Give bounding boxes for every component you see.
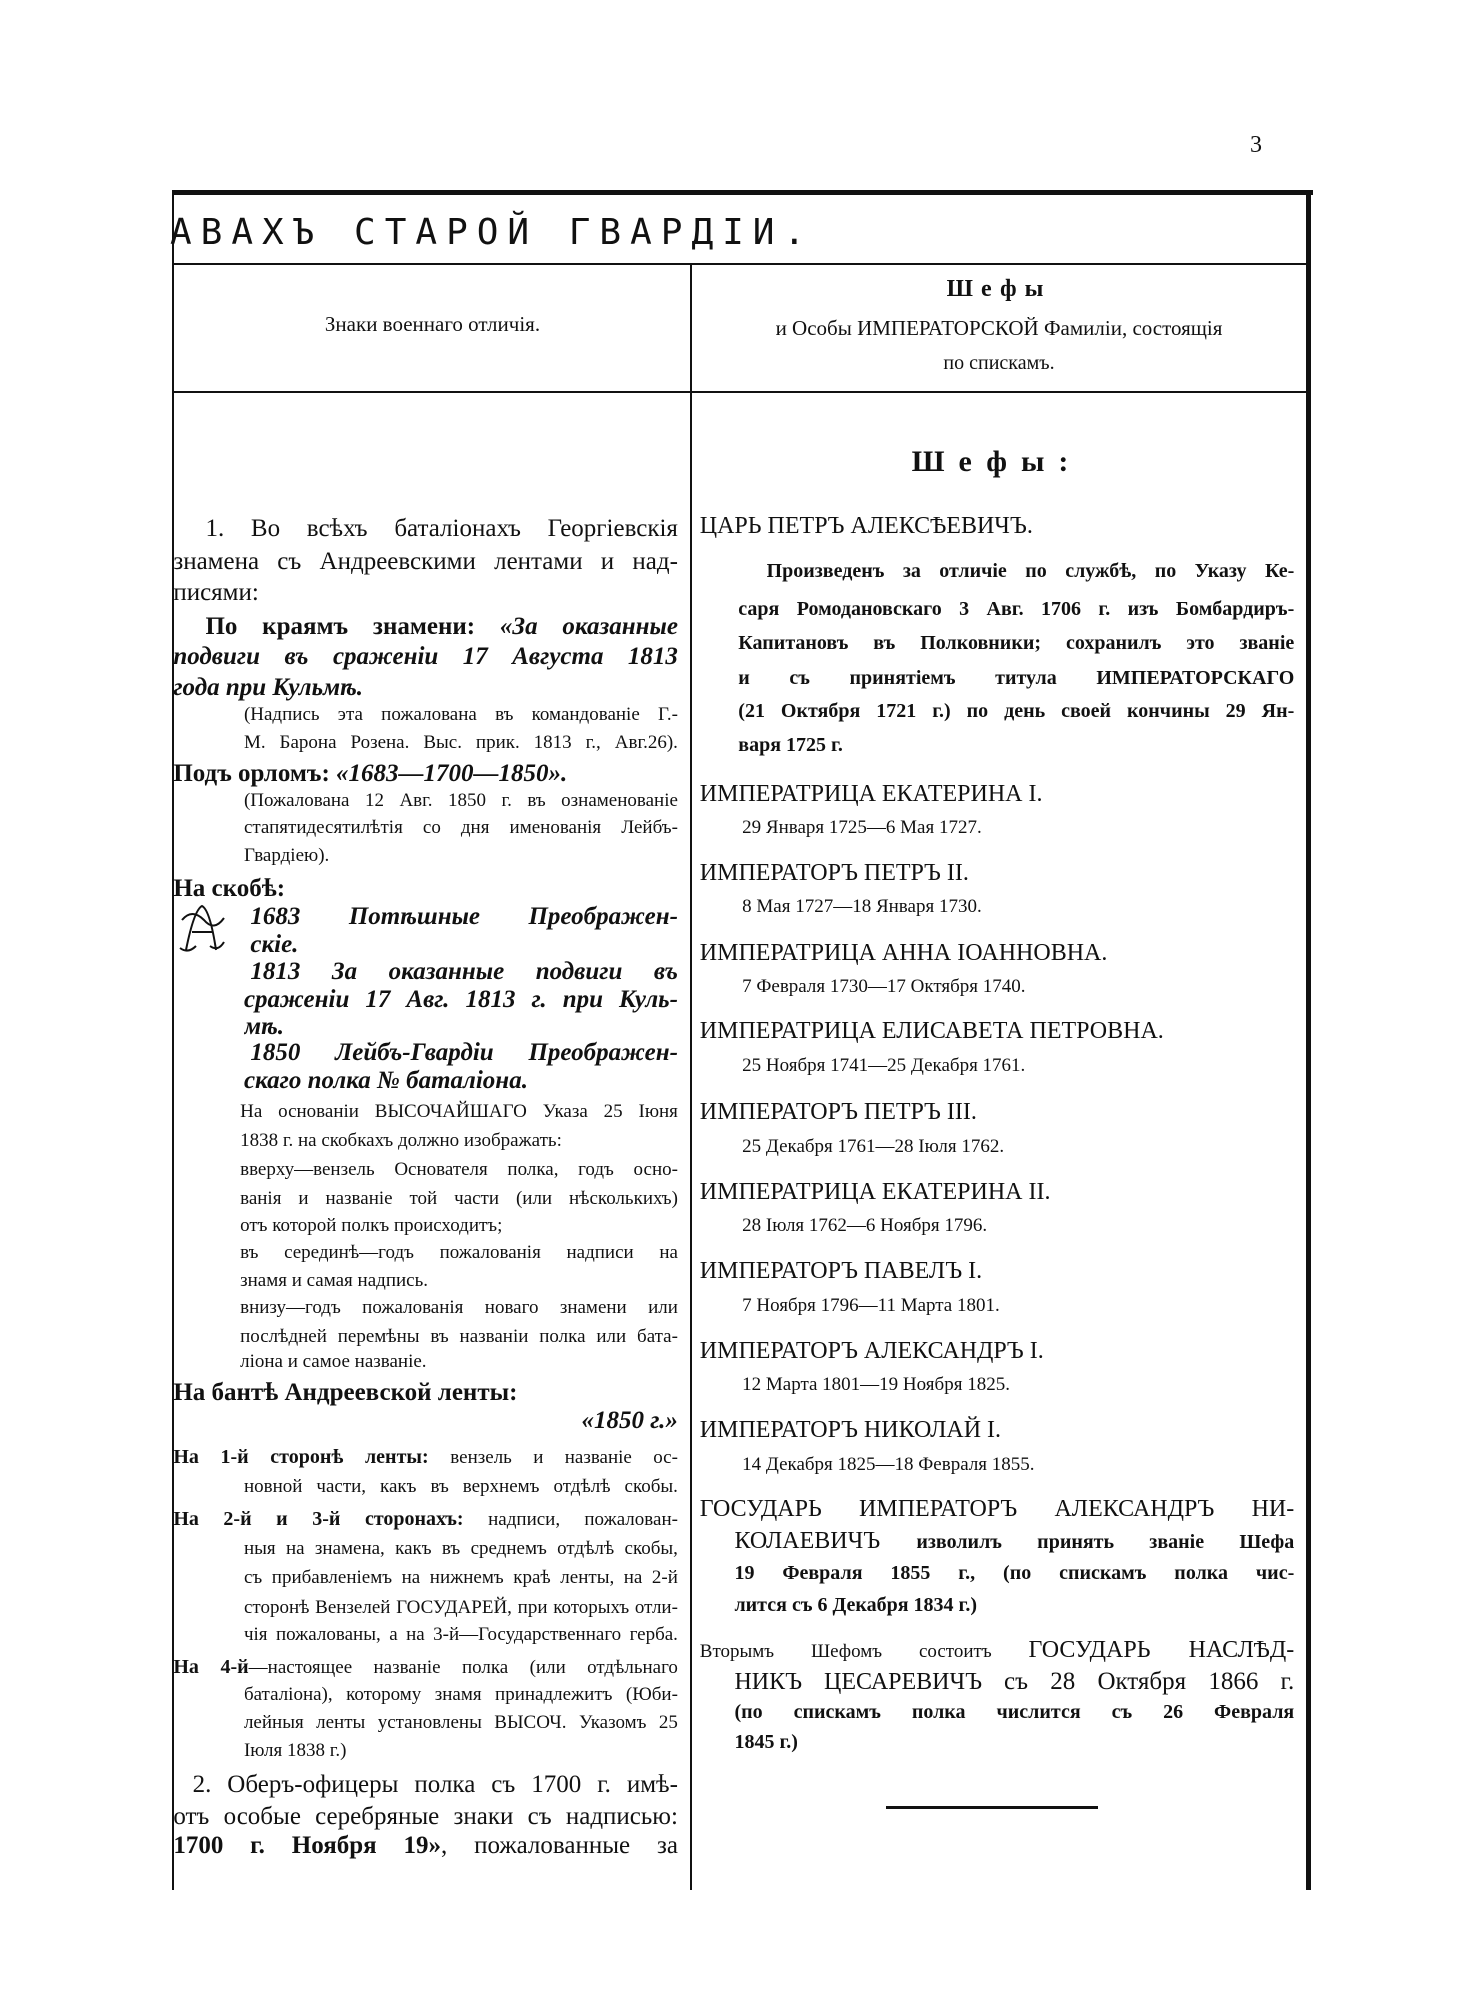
right-column-line — [700, 1095, 1294, 1129]
text-segment: знамя и самая надпись. — [240, 1270, 428, 1292]
right-column-line — [700, 1492, 1294, 1526]
text-segment: На 4-й — [173, 1655, 249, 1678]
text-segment: ныя на знамена, какъ въ среднемъ отдѣлѣ скобы, — [243, 1537, 678, 1559]
text-segment: На 1-й сторонѣ ленты: — [173, 1446, 451, 1469]
right-column-line — [700, 1633, 1294, 1667]
left-column-line — [244, 1618, 678, 1652]
right-column-line — [700, 856, 1294, 890]
text-segment: съ прибавленіемъ на нижнемъ краѣ ленты, на 2-й — [243, 1567, 678, 1589]
left-column-line — [173, 576, 678, 610]
text-segment: Іюля 1838 г.) — [243, 1740, 347, 1762]
right-column-line — [742, 1368, 1294, 1402]
text-segment: ИМПЕРАТОРЪ НИКОЛАЙ I. — [699, 1417, 1002, 1444]
right-column-line — [734, 1588, 1294, 1622]
right-column-line — [738, 694, 1294, 728]
top-thick-rule — [173, 190, 1313, 195]
text-segment: Капитановъ въ Полковники; сохранилъ это званіе — [738, 632, 1295, 655]
text-segment: отъ которой полкъ происходитъ; — [240, 1215, 503, 1237]
text-segment: НИКЪ ЦЕСАРЕВИЧЪ — [734, 1669, 1004, 1696]
text-segment: и съ принятіемъ титула ИМПЕРАТОРСКАГО — [738, 666, 1295, 689]
text-segment: надписи, пожалован- — [488, 1508, 678, 1530]
page-title: АВАХЪ СТАРОЙ ГВАРДІИ. — [170, 212, 815, 253]
text-segment: съ 28 Октября 1866 г. — [1004, 1668, 1295, 1696]
right-column-line — [742, 811, 1294, 845]
right-column-line — [700, 1254, 1294, 1288]
text-segment: лейныя ленты установлены ВЫСОЧ. Указомъ 25 — [243, 1712, 678, 1734]
text-segment: На 2-й и 3-й сторонахъ: — [173, 1507, 489, 1530]
text-segment: писями: — [173, 579, 259, 607]
text-segment: (по спискамъ полка числится съ 26 Февраля — [734, 1700, 1295, 1723]
text-segment: По краямъ знамени: — [205, 612, 500, 640]
right-column-line — [742, 1130, 1294, 1164]
text-segment: 1683 Потѣшные Преображен- — [250, 902, 678, 930]
column-divider — [690, 263, 692, 1890]
left-column-line — [205, 610, 678, 644]
right-column-line — [700, 1014, 1294, 1048]
right-column-line — [742, 970, 1294, 1004]
left-column-line — [173, 640, 678, 674]
text-segment: внизу—годъ пожалованія новаго знамени или — [240, 1297, 678, 1319]
left-border — [172, 190, 174, 1890]
header-right-line1: и Особы ИМПЕРАТОРСКОЙ Фамиліи, состоящія — [775, 316, 1223, 340]
text-segment: ГОСУДАРЬ ИМПЕРАТОРЪ АЛЕКСАНДРЪ НИ- — [699, 1495, 1295, 1522]
text-segment: изволилъ принять званіе Шефа — [916, 1530, 1295, 1553]
text-segment: Вторымъ Шефомъ состоитъ — [699, 1640, 1029, 1662]
text-segment: Шефы: — [911, 445, 1083, 479]
text-segment: 2. Оберъ-офицеры полка съ 1700 г. имѣ- — [192, 1770, 678, 1798]
text-segment: ИМПЕРАТРИЦА ЕКАТЕРИНА II. — [699, 1178, 1051, 1205]
text-segment: 8 Мая 1727—18 Января 1730. — [742, 895, 982, 917]
text-segment: 28 Іюля 1762—6 Ноября 1796. — [742, 1215, 988, 1237]
right-column-line — [738, 661, 1294, 695]
text-segment: скаго полка № баталіона. — [243, 1067, 528, 1095]
text-segment: ИМПЕРАТОРЪ АЛЕКСАНДРЪ I. — [699, 1337, 1044, 1364]
right-column-line — [738, 626, 1294, 660]
text-segment: 1838 г. на скобкахъ должно изображать: — [240, 1130, 562, 1152]
text-segment: вензель и названіе ос- — [450, 1447, 678, 1469]
text-segment: ванія и названіе той части (или нѣсколькихъ) — [240, 1188, 678, 1210]
right-column-line — [738, 592, 1294, 626]
text-segment: КОЛАЕВИЧЪ — [734, 1527, 917, 1554]
text-segment: новной части, какъ въ верхнемъ отдѣлѣ скобы. — [243, 1475, 678, 1497]
right-column-line — [742, 1289, 1294, 1323]
text-segment: ИМПЕРАТОРЪ ПЕТРЪ II. — [699, 860, 969, 887]
left-column-line — [244, 1470, 678, 1504]
right-border — [1306, 190, 1311, 1890]
text-segment: баталіона), которому знамя принадлежитъ (Юби- — [243, 1683, 678, 1705]
text-segment: послѣдней перемѣны въ названіи полка или бата- — [240, 1325, 678, 1347]
text-segment: Гвардіею). — [243, 845, 330, 867]
text-segment: скіе. — [250, 931, 299, 959]
text-segment: ЦАРЬ ПЕТРЪ АЛЕКСѢЕВИЧЪ. — [699, 513, 1033, 540]
right-column-line — [700, 509, 1294, 543]
monogram-icon — [176, 900, 228, 956]
text-segment: Произведенъ за отличіе по службѣ, по Указу Ке- — [766, 560, 1295, 583]
text-segment: вверху—вензель Основателя полка, годъ осно- — [240, 1158, 678, 1180]
left-column-line — [244, 1734, 678, 1768]
right-column-line — [700, 936, 1294, 970]
left-column-line — [205, 512, 678, 546]
left-column-line — [244, 726, 678, 760]
left-column-line — [240, 1345, 678, 1379]
text-segment: отъ особые серебряные знаки съ надписью: — [173, 1802, 678, 1830]
page-number: 3 — [1250, 132, 1262, 158]
left-column-line — [193, 1768, 678, 1802]
right-column-line — [700, 1334, 1294, 1368]
text-segment: сраженіи 17 Авг. 1813 г. при Куль- — [243, 986, 678, 1014]
right-column-line — [738, 728, 1294, 762]
text-segment: 1. Во всѣхъ баталіонахъ Георгіевскія — [205, 515, 678, 542]
text-segment: 1700 г. Ноября 19» — [173, 1832, 442, 1860]
text-segment: , пожалованные за — [441, 1832, 678, 1860]
text-segment: «За оказанные — [499, 612, 678, 640]
text-segment: 7 Февраля 1730—17 Октября 1740. — [742, 976, 1026, 998]
text-segment: Подъ орломъ: — [173, 760, 337, 788]
text-segment: мѣ. — [243, 1013, 285, 1041]
text-segment: 29 Января 1725—6 Мая 1727. — [742, 817, 982, 839]
text-segment: варя 1725 г. — [738, 733, 843, 756]
text-segment: 25 Декабря 1761—28 Іюля 1762. — [742, 1135, 1005, 1157]
text-segment: 19 Февраля 1855 г., (по спискамъ полка чис- — [734, 1561, 1295, 1584]
text-segment: (21 Октября 1721 г.) по день своей кончины 29 Ян- — [738, 700, 1295, 723]
text-segment: ИМПЕРАТРИЦА АННА ІОАННОВНА. — [699, 939, 1108, 966]
text-segment: 7 Ноября 1796—11 Марта 1801. — [742, 1294, 1000, 1316]
text-segment: саря Ромодановскаго 3 Авг. 1706 г. изъ Бомбардиръ- — [738, 597, 1295, 620]
text-segment: М. Барона Розена. Выс. прик. 1813 г., Авг.26). — [243, 732, 678, 754]
text-segment: въ серединѣ—годъ пожалованія надписи на — [240, 1242, 678, 1264]
text-segment: 1813 За оказанные подвиги въ — [250, 957, 678, 985]
text-segment: 25 Ноября 1741—25 Декабря 1761. — [742, 1054, 1026, 1076]
text-segment: ИМПЕРАТОРЪ ПЕТРЪ III. — [699, 1098, 977, 1125]
text-segment: (Надпись эта пожалована въ командованіе Г.- — [243, 704, 678, 726]
left-column-line — [173, 1404, 678, 1438]
right-column-line — [742, 890, 1294, 924]
right-column-line — [742, 1209, 1294, 1243]
right-column-line — [700, 1175, 1294, 1209]
right-column-line — [700, 777, 1294, 811]
text-segment: —настоящее названіе полка (или отдѣльнаго — [248, 1656, 678, 1678]
header-right-line2: по спискамъ. — [943, 352, 1055, 374]
text-segment: стапятидесятилѣтія со дня именованія Лейбъ- — [243, 817, 678, 839]
right-column-line — [734, 1524, 1294, 1558]
right-column-line — [742, 1049, 1294, 1083]
right-column-line — [734, 1725, 1294, 1759]
left-column-line — [173, 1829, 678, 1863]
text-segment: На основаніи ВЫСОЧАЙШАГО Указа 25 Іюня — [240, 1100, 678, 1122]
text-segment: ИМПЕРАТОРЪ ПАВЕЛЪ I. — [699, 1258, 983, 1285]
text-segment: 12 Марта 1801—19 Ноября 1825. — [742, 1374, 1010, 1396]
text-segment: подвиги въ сраженіи 17 Августа 1813 — [173, 643, 678, 671]
text-segment: лится съ 6 Декабря 1834 г.) — [734, 1594, 978, 1616]
title-bottom-rule — [173, 263, 1310, 265]
text-segment: 1850 Лейбъ-Гвардіи Преображен- — [250, 1038, 678, 1066]
left-column-line — [173, 545, 678, 579]
right-column-line — [700, 1413, 1294, 1447]
text-segment: чія пожалованы, а на 3-й—Государственнаго герба. — [243, 1623, 678, 1645]
text-segment: 1845 г.) — [734, 1731, 798, 1754]
left-column-line — [244, 1064, 678, 1098]
right-column-line — [742, 1448, 1294, 1482]
right-column-line — [767, 554, 1295, 588]
text-segment: ГОСУДАРЬ НАСЛѢД- — [1028, 1636, 1295, 1663]
text-segment: года при Кульмѣ. — [173, 674, 364, 702]
right-column-line — [734, 1556, 1294, 1590]
text-segment: На скобѣ: — [173, 874, 286, 902]
text-segment: «1850 г.» — [581, 1407, 678, 1435]
header-right-title: Шефы — [946, 276, 1052, 302]
right-column-line — [734, 1695, 1294, 1729]
end-rule — [886, 1806, 1098, 1809]
right-column-line — [700, 445, 1294, 479]
left-column-line — [244, 839, 678, 873]
text-segment: «1683—1700—1850». — [336, 760, 568, 788]
text-segment: 14 Декабря 1825—18 Февраля 1855. — [742, 1454, 1035, 1476]
text-segment: ИМПЕРАТРИЦА ЕКАТЕРИНА I. — [699, 780, 1043, 807]
text-segment: (Пожалована 12 Авг. 1850 г. въ ознаменованіе — [243, 790, 678, 812]
text-segment: На бантѣ Андреевской ленты: — [173, 1379, 518, 1407]
text-segment: ИМПЕРАТРИЦА ЕЛИСАВЕТА ПЕТРОВНА. — [699, 1018, 1164, 1045]
header-left: Знаки военнаго отличія. — [324, 312, 541, 336]
text-segment: сторонѣ Вензелей ГОСУДАРЕЙ, при которыхъ отли- — [243, 1596, 678, 1618]
text-segment: знамена съ Андреевскими лентами и над- — [173, 548, 678, 576]
header-bottom-rule — [173, 391, 1310, 393]
text-segment: ліона и самое названіе. — [240, 1351, 427, 1373]
